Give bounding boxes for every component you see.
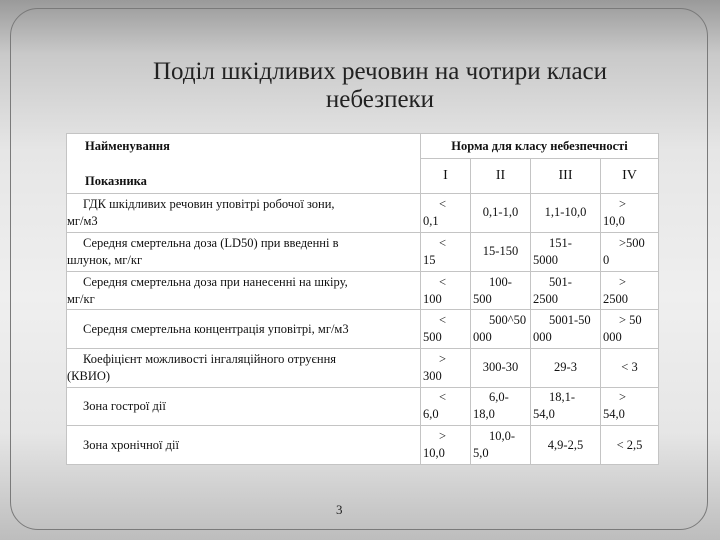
value-line: 100- — [489, 274, 512, 289]
value-line: > — [439, 429, 447, 444]
value-line: < — [439, 390, 447, 405]
value-line: 000 — [603, 330, 622, 345]
class-1-value-cell — [421, 349, 471, 388]
value-line: 18,0 — [473, 407, 495, 422]
slide-title — [100, 58, 660, 114]
class-4-value-cell — [601, 233, 659, 272]
table-row — [67, 193, 659, 233]
indicator-line: Зона хронічної дії — [83, 437, 179, 452]
header-indicator-cell — [67, 134, 421, 194]
value-line: 10,0- — [489, 429, 516, 444]
indicator-cell — [67, 310, 421, 349]
header-norm-label: Норма для класу небезпечності — [421, 134, 659, 159]
header-class-3: III — [531, 159, 601, 193]
class-3-value-cell — [531, 349, 601, 388]
value-line: 15 — [423, 252, 436, 267]
value-line: 300-30 — [482, 360, 519, 375]
indicator-line: мг/кг — [67, 291, 95, 306]
class-4-value-cell — [601, 426, 659, 465]
indicator-cell — [67, 271, 421, 310]
class-2-value-cell — [471, 387, 531, 426]
value-line: < — [439, 235, 447, 250]
indicator-line: шлунок, мг/кг — [67, 252, 143, 267]
class-2-value-cell — [471, 310, 531, 349]
value-line: > — [619, 274, 627, 289]
table-row — [67, 426, 659, 465]
value-line: 6,0 — [423, 407, 439, 422]
value-line: 100 — [423, 291, 442, 306]
hazard-classes-table — [66, 133, 659, 465]
class-1-value-cell — [421, 233, 471, 272]
class-1-value-cell — [421, 426, 471, 465]
class-3-value-cell — [531, 271, 601, 310]
class-4-value-cell — [601, 271, 659, 310]
indicator-line: Зона гострої дії — [83, 398, 166, 413]
class-2-value-cell — [471, 426, 531, 465]
class-4-value-cell — [601, 387, 659, 426]
class-3-value-cell — [531, 426, 601, 465]
value-line: 501- — [549, 274, 572, 289]
value-line: < — [439, 196, 447, 211]
indicator-line: Середня смертельна доза (LD50) при введенні в — [83, 235, 339, 250]
value-line: 000 — [473, 330, 492, 345]
hazard-classes-table-container — [66, 133, 658, 465]
class-3-value-cell — [531, 387, 601, 426]
class-1-value-cell — [421, 193, 471, 233]
class-4-value-cell — [601, 349, 659, 388]
header-class-4: IV — [601, 159, 659, 193]
class-2-value-cell — [471, 233, 531, 272]
indicator-line: мг/м3 — [67, 213, 98, 228]
indicator-cell — [67, 349, 421, 388]
value-line: 0,1-1,0 — [482, 205, 519, 220]
value-line: 5001-50 — [549, 313, 591, 328]
class-4-value-cell — [601, 193, 659, 233]
table-row — [67, 271, 659, 310]
indicator-line: Середня смертельна доза при нанесенні на шкіру, — [83, 274, 348, 289]
value-line: 5,0 — [473, 446, 489, 461]
value-line: 1,1-10,0 — [544, 205, 587, 220]
value-line: 0,1 — [423, 213, 439, 228]
indicator-line: ГДК шкідливих речовин уповітрі робочої зони, — [83, 196, 335, 211]
value-line: > 50 — [619, 313, 642, 328]
class-2-value-cell — [471, 349, 531, 388]
value-line: 54,0 — [603, 407, 625, 422]
indicator-line: (КВИО) — [67, 368, 111, 383]
value-line: < 3 — [621, 360, 638, 375]
table-row — [67, 310, 659, 349]
class-3-value-cell — [531, 310, 601, 349]
value-line: 151- — [549, 235, 572, 250]
class-4-value-cell — [601, 310, 659, 349]
indicator-line: Коефіцієнт можливості інгаляційного отруєння — [83, 351, 337, 366]
value-line: 2500 — [603, 291, 628, 306]
value-line: 500 — [473, 291, 492, 306]
value-line: 18,1- — [549, 390, 576, 405]
value-line: > — [619, 390, 627, 405]
value-line: 10,0 — [603, 213, 625, 228]
indicator-line: Середня смертельна концентрація уповітрі, мг/м3 — [83, 321, 349, 336]
header-class-2: II — [471, 159, 531, 193]
value-line: 6,0- — [489, 390, 509, 405]
table-row — [67, 233, 659, 272]
title-line-1: Поділ шкідливих речовин на чотири класи — [152, 58, 608, 85]
header-row-1 — [67, 134, 659, 159]
table-row — [67, 349, 659, 388]
value-line: 29-3 — [554, 360, 577, 375]
value-line: 10,0 — [423, 446, 445, 461]
value-line: 15-150 — [482, 244, 519, 259]
class-1-value-cell — [421, 310, 471, 349]
header-name-label: Найменування — [85, 139, 170, 153]
value-line: < 2,5 — [616, 437, 643, 452]
value-line: < — [439, 274, 447, 289]
indicator-cell — [67, 426, 421, 465]
value-line: 000 — [533, 330, 552, 345]
title-line-2: небезпеки — [325, 86, 435, 113]
class-1-value-cell — [421, 387, 471, 426]
value-line: 4,9-2,5 — [547, 437, 584, 452]
class-1-value-cell — [421, 271, 471, 310]
page-number: 3 — [336, 502, 343, 517]
value-line: 0 — [603, 252, 610, 267]
value-line: 2500 — [533, 291, 558, 306]
header-indicator-label: Показника — [85, 174, 147, 188]
value-line: 300 — [423, 368, 442, 383]
indicator-cell — [67, 233, 421, 272]
value-line: 54,0 — [533, 407, 555, 422]
table-row — [67, 387, 659, 426]
value-line: > — [619, 196, 627, 211]
value-line: >500 — [619, 235, 645, 250]
value-line: 500^50 — [489, 313, 527, 328]
value-line: 500 — [423, 330, 442, 345]
class-3-value-cell — [531, 233, 601, 272]
value-line: > — [439, 351, 447, 366]
value-line: < — [439, 313, 447, 328]
value-line: 5000 — [533, 252, 558, 267]
indicator-cell — [67, 193, 421, 233]
class-2-value-cell — [471, 271, 531, 310]
class-2-value-cell — [471, 193, 531, 233]
header-class-1: I — [421, 159, 471, 193]
indicator-cell — [67, 387, 421, 426]
class-3-value-cell — [531, 193, 601, 233]
